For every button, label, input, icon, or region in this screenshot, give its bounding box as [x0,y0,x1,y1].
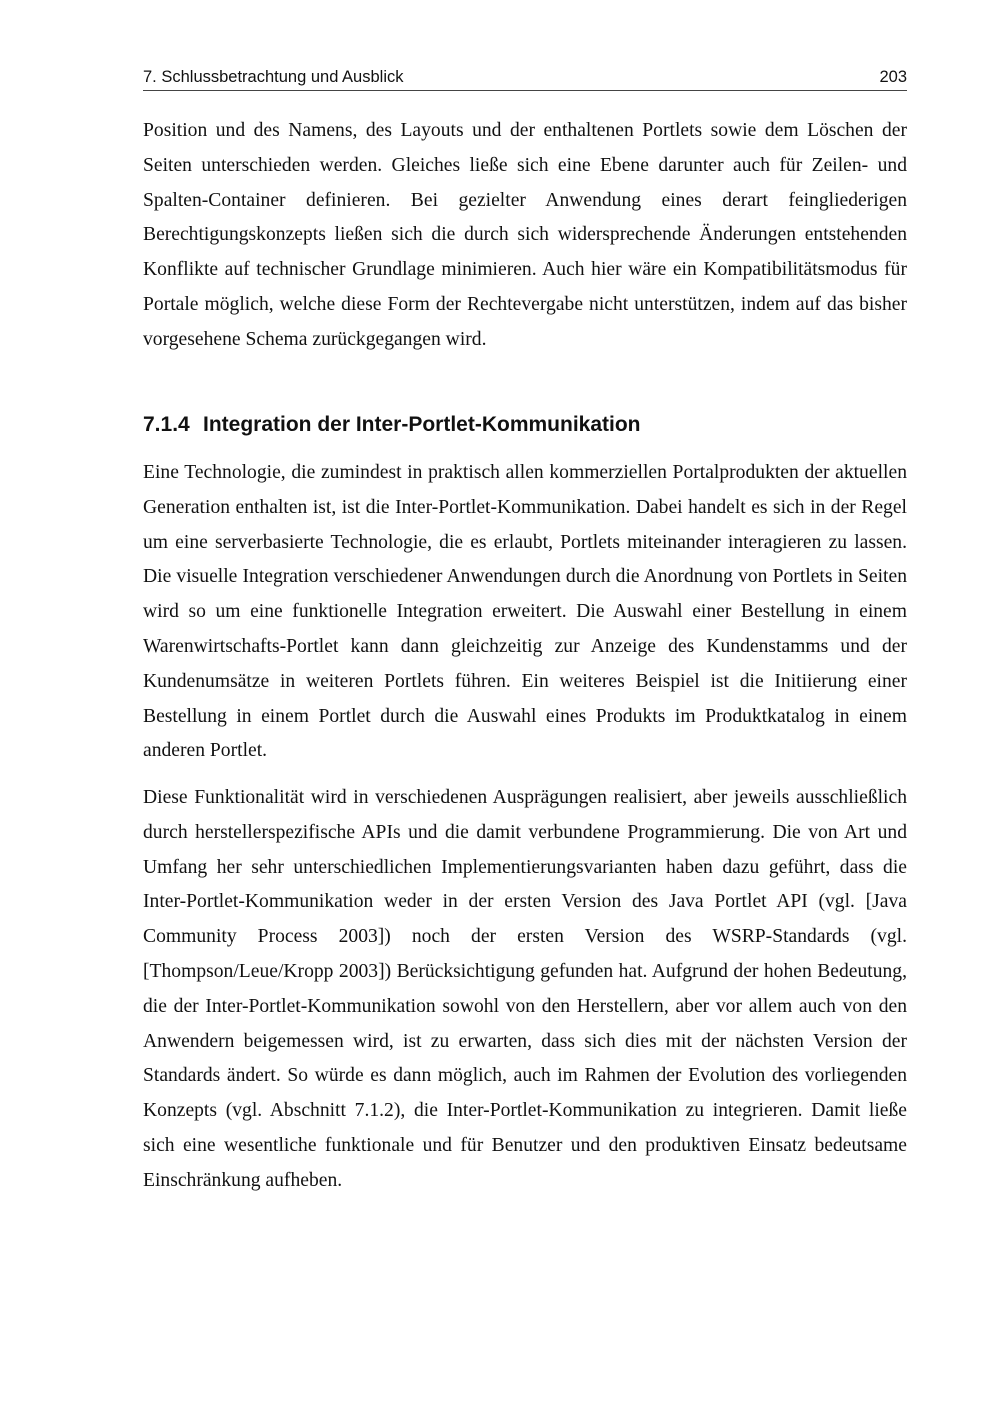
section-heading [143,408,907,442]
running-header [143,64,907,91]
body-paragraph-3: Diese Funktionalität wird in verschiedenen Ausprägungen realisiert, aber jeweils ausschließlich durch herstellerspezifische APIs und die damit verbundene Programmierung. Die von Art und Umfang her sehr unterschiedlichen Implementierungsvarianten haben dazu geführt, dass die Inter-Portlet-Kommunikation weder in der ersten Version des Java Portlet API (vgl. [Java Community Process 2003]) noch der ersten Version des WSRP-Standards (vgl. [Thompson/Leue/Kropp 2003]) Berücksichtigung gefunden hat. Aufgrund der hohen Bedeutung, die der Inter-Portlet-Kommunikation sowohl von den Herstellern, aber vor allem auch von den Anwendern beigemessen wird, ist zu erwarten, dass sich dies mit der nächsten Version der Standards ändert. So würde es dann möglich, auch im Rahmen der Evolution des vorliegenden Konzepts (vgl. Abschnitt 7.1.2), die Inter-Portlet-Kommunikation zu integrieren. Damit ließe sich eine wesentliche funktionale und für Benutzer und den produktiven Einsatz bedeutsame Einschränkung aufheben. [143,787,907,1191]
body-paragraph-2: Eine Technologie, die zumindest in praktisch allen kommerziellen Portalprodukten der aktuellen Generation enthalten ist, ist die Inter-Portlet-Kommunikation. Dabei handelt es sich in der Regel um eine serverbasierte Technologie, die es erlaubt, Portlets miteinander interagieren zu lassen. Die visuelle Integration verschiedener Anwendungen durch die Anordnung von Portlets in Seiten wird so um eine funktionelle Integration erweitert. Die Auswahl einer Bestellung in einem Warenwirtschafts-Portlet kann dann gleichzeitig zur Anzeige des Kundenstamms und der Kundenumsätze in weiteren Portlets führen. Ein weiteres Beispiel ist die Initiierung einer Bestellung in einem Portlet durch die Auswahl eines Produkts im Produktkatalog in einem anderen Portlet. [143,462,907,762]
section-number: 7.1.4 [143,413,190,436]
section-title: Integration der Inter-Portlet-Kommunikation [203,413,641,436]
body-paragraph-1: Position und des Namens, des Layouts und der enthaltenen Portlets sowie dem Löschen der Seiten unterschieden werden. Gleiches ließe sich eine Ebene darunter auch für Zeilen- und Spalten-Container definieren. Bei gezielter Anwendung eines derart feingliederigen Berechtigungskonzepts ließen sich die durch sich widersprechende Änderungen entstehenden Konflikte auf technischer Grundlage minimieren. Auch hier wäre ein Kompatibilitätsmodus für Portale möglich, welche diese Form der Rechtevergabe nicht unterstützen, indem auf das bisher vorgesehene Schema zurückgegangen wird. [143,120,907,350]
page-number: 203 [879,68,907,86]
chapter-title: 7. Schlussbetrachtung und Ausblick [143,68,404,86]
